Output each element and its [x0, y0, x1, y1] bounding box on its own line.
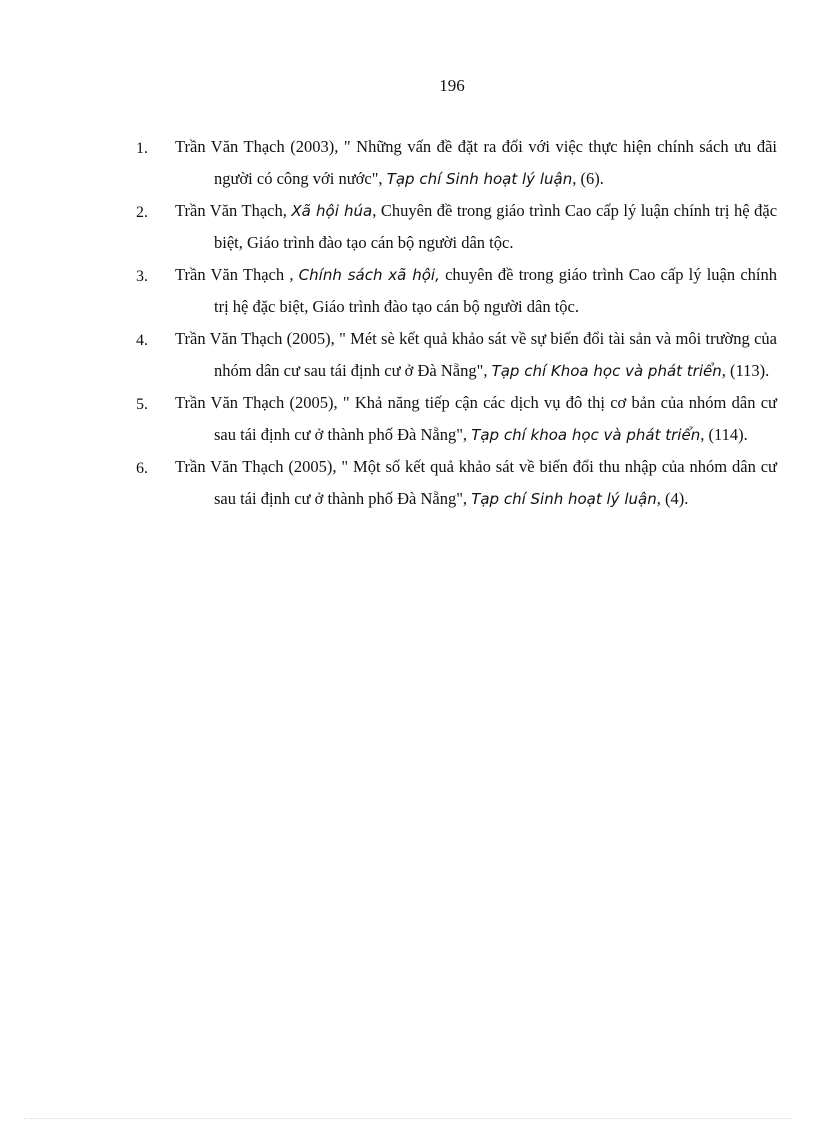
reference-number: 3.: [136, 268, 148, 285]
reference-number: 5.: [136, 396, 148, 413]
reference-journal-title: Tạp chí khoa học và phát triển: [471, 426, 701, 444]
reference-text-run: , (113).: [721, 361, 770, 380]
reference-text-run: Trần Văn Thạch (2003), " Những vấn đề đặt ra đối với việc thực hiện chính sách ưu đãi người có công với nước",: [175, 137, 777, 188]
reference-item: [0, 387, 816, 451]
reference-item: [0, 323, 816, 387]
reference-list: [0, 131, 816, 515]
reference-journal-title: Tạp chí Sinh hoạt lý luận: [471, 490, 657, 508]
reference-text-run: Trần Văn Thạch (2005), " Mét sè kết quả khảo sát về sự biến đổi tài sản và môi trường của nhóm dân cư sau tái định cư ở Đà Nẵng",: [175, 329, 777, 380]
reference-item: [0, 131, 816, 195]
reference-text-run: Trần Văn Thạch (2005), " Khả năng tiếp cận các dịch vụ đô thị cơ bản của nhóm dân cư sau tái định cư ở thành phố Đà Nẵng",: [175, 393, 777, 444]
reference-text-run: Trần Văn Thạch (2005), " Một số kết quả khảo sát về biến đổi thu nhập của nhóm dân cư sau tái định cư ở thành phố Đà Nẵng",: [175, 457, 777, 508]
reference-number: 6.: [136, 460, 148, 477]
reference-text-run: Trần Văn Thạch ,: [175, 265, 299, 284]
reference-text: [175, 259, 777, 323]
reference-text: [175, 323, 777, 387]
reference-item: [0, 195, 816, 259]
reference-text-run: Trần Văn Thạch,: [175, 201, 292, 220]
page-number: 196: [439, 76, 465, 95]
reference-text: [175, 387, 777, 451]
reference-text-run: , (114).: [700, 425, 748, 444]
reference-journal-title: Tạp chí Sinh hoạt lý luận: [386, 170, 573, 188]
reference-text-run: , (6).: [572, 169, 604, 188]
reference-journal-title: Xã hội húa: [291, 202, 373, 220]
reference-text: [175, 195, 777, 259]
page-bottom-divider: [24, 1118, 792, 1119]
reference-item: [0, 259, 816, 323]
reference-journal-title: Chính sách xã hội,: [298, 266, 440, 284]
reference-journal-title: Tạp chí Khoa học và phát triển: [491, 362, 722, 380]
reference-item: [0, 451, 816, 515]
reference-text-run: , Chuyên đề trong giáo trình Cao cấp lý luận chính trị hệ đặc biệt, Giáo trình đào tạo cán bộ người dân tộc.: [214, 201, 778, 252]
reference-text: [175, 131, 777, 195]
reference-number: 1.: [136, 140, 148, 157]
reference-text-run: chuyên đề trong giáo trình Cao cấp lý luận chính trị hệ đặc biệt, Giáo trình đào tạo cán bộ người dân tộc.: [214, 265, 777, 316]
reference-number: 2.: [136, 204, 148, 221]
reference-number: 4.: [136, 332, 148, 349]
reference-text-run: , (4).: [656, 489, 689, 508]
reference-text: [175, 451, 777, 515]
